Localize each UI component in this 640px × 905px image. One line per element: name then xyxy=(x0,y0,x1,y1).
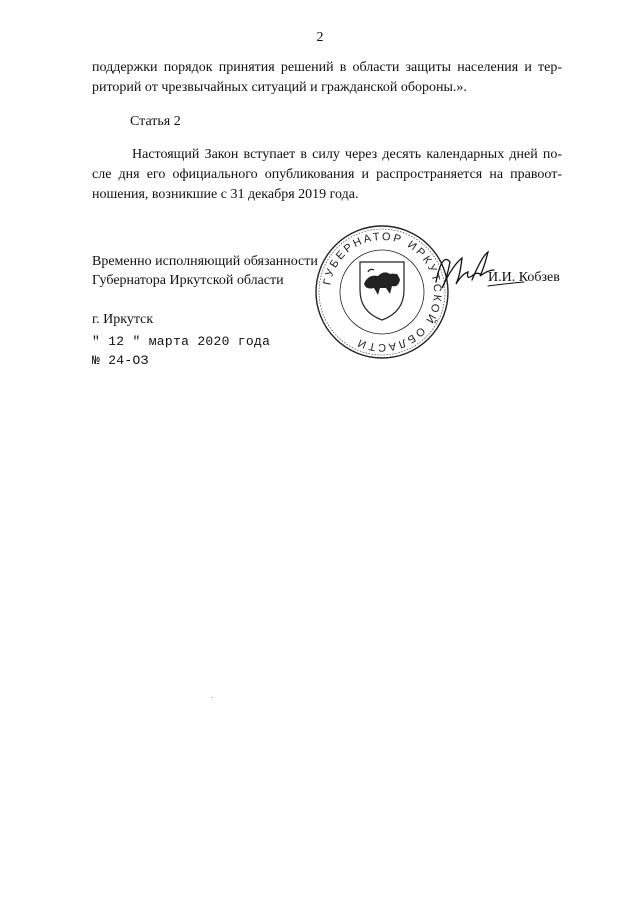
text-line: риторий от чрезвычайных ситуаций и гражданской обороны.». xyxy=(92,80,467,95)
law-number: № 24-ОЗ xyxy=(92,353,149,368)
text-line: сле дня его официального опубликования и распространяется на правоот- xyxy=(92,167,562,182)
city-of-signing: г. Иркутск xyxy=(92,312,154,327)
text-line: Настоящий Закон вступает в силу через десять календарных дней по- xyxy=(132,147,562,162)
law-date: " 12 " марта 2020 года xyxy=(92,334,271,349)
text-line: ношения, возникшие с 31 декабря 2019 года. xyxy=(92,187,359,202)
signatory-position xyxy=(92,252,318,290)
position-line-1: Временно исполняющий обязанности xyxy=(92,254,318,269)
seal-ring-text: ГУБЕРНАТОР ИРКУТСКОЙ ОБЛАСТИ xyxy=(321,230,444,354)
signatory-name: И.И. Кобзев xyxy=(488,270,560,285)
text-line: поддержки порядок принятия решений в области защиты населения и тер- xyxy=(92,60,562,75)
page-number: 2 xyxy=(316,30,324,45)
paragraph-continuation xyxy=(92,58,562,98)
article-title: Статья 2 xyxy=(130,114,181,129)
paragraph-article-2 xyxy=(92,145,562,205)
position-line-2: Губернатора Иркутской области xyxy=(92,273,284,288)
scan-speck xyxy=(212,697,213,698)
